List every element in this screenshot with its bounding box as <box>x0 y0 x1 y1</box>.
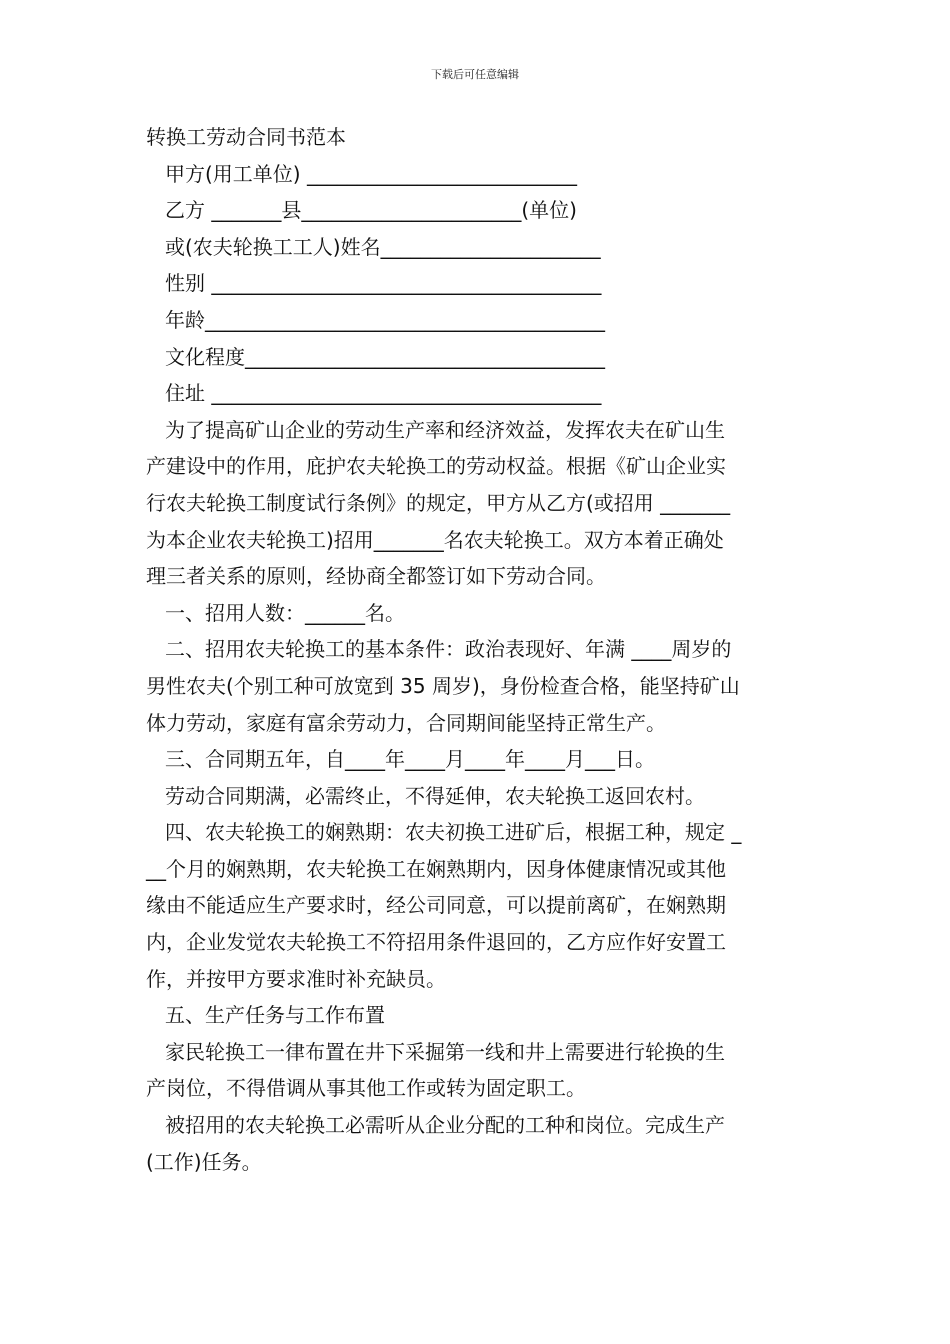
text-line: 内，企业发觉农夫轮换工不符招用条件退回的，乙方应作好安置工 <box>146 930 726 955</box>
text-line: 为了提高矿山企业的劳动生产率和经济效益，发挥农夫在矿山生 <box>165 417 725 442</box>
clause-basic-conditions <box>146 631 808 741</box>
text-line: (工作)任务。 <box>146 1149 262 1174</box>
field-party-a: 甲方(用工单位) ___________________________ <box>165 161 577 186</box>
clause-assignment <box>146 1034 808 1107</box>
field-education: 文化程度____________________________________ <box>165 344 605 369</box>
text-line: 三、合同期五年，自____年____月____年____月___日。 <box>165 747 655 772</box>
field-worker-name: 或(农夫轮换工工人)姓名______________________ <box>165 234 601 259</box>
text-line: 一、招用人数：______名。 <box>165 600 405 625</box>
header-note: 下载后可任意编辑 <box>431 68 519 81</box>
field-address: 住址 _______________________________________ <box>165 381 602 406</box>
field-party-b: 乙方 _______县______________________(单位) <box>165 198 577 223</box>
text-line: 缘由不能适应生产要求时，经公司同意，可以提前离矿，在娴熟期 <box>146 893 726 918</box>
text-line: 劳动合同期满，必需终止，不得延伸，农夫轮换工返回农村。 <box>165 783 705 808</box>
document-body <box>146 119 808 1180</box>
clause-contract-expiry <box>146 778 808 815</box>
text-line: 产建设中的作用，庇护农夫轮换工的劳动权益。根据《矿山企业实 <box>146 454 726 479</box>
text-line: 被招用的农夫轮换工必需听从企业分配的工种和岗位。完成生产 <box>165 1113 725 1138</box>
field-age: 年龄________________________________________ <box>165 307 605 332</box>
paragraph-purpose <box>146 412 808 595</box>
document-title: 转换工劳动合同书范本 <box>146 125 346 149</box>
text-line: 四、农夫轮换工的娴熟期：农夫初换工进矿后，根据工种，规定 _ <box>165 820 742 845</box>
text-line: 产岗位，不得借调从事其他工作或转为固定职工。 <box>146 1076 586 1101</box>
text-line: 五、生产任务与工作布置 <box>165 1003 385 1028</box>
clause-headcount <box>146 595 808 632</box>
text-line: 家民轮换工一律布置在井下采掘第一线和井上需要进行轮换的生 <box>165 1039 725 1064</box>
clause-obedience <box>146 1107 808 1180</box>
clause-probation <box>146 814 808 997</box>
text-line: 理三者关系的原则，经协商全都签订如下劳动合同。 <box>146 564 606 589</box>
text-line: 体力劳动，家庭有富余劳动力，合同期间能坚持正常生产。 <box>146 710 666 735</box>
text-line: 为本企业农夫轮换工)招用_______名农夫轮换工。双方本着正确处 <box>146 527 724 552</box>
text-line: 作，并按甲方要求准时补充缺员。 <box>146 966 446 991</box>
text-line: __个月的娴熟期，农夫轮换工在娴熟期内，因身体健康情况或其他 <box>146 856 726 881</box>
text-line: 男性农夫(个别工种可放宽到 35 周岁)，身份检查合格，能坚持矿山 <box>146 673 740 698</box>
text-line: 二、招用农夫轮换工的基本条件：政治表现好、年满 ____周岁的 <box>165 637 732 662</box>
clause-tasks-heading <box>146 997 808 1034</box>
text-line: 行农夫轮换工制度试行条例》的规定，甲方从乙方(或招用 _______ <box>146 490 731 515</box>
field-gender: 性别 _______________________________________ <box>165 271 602 296</box>
clause-contract-period <box>146 741 808 778</box>
